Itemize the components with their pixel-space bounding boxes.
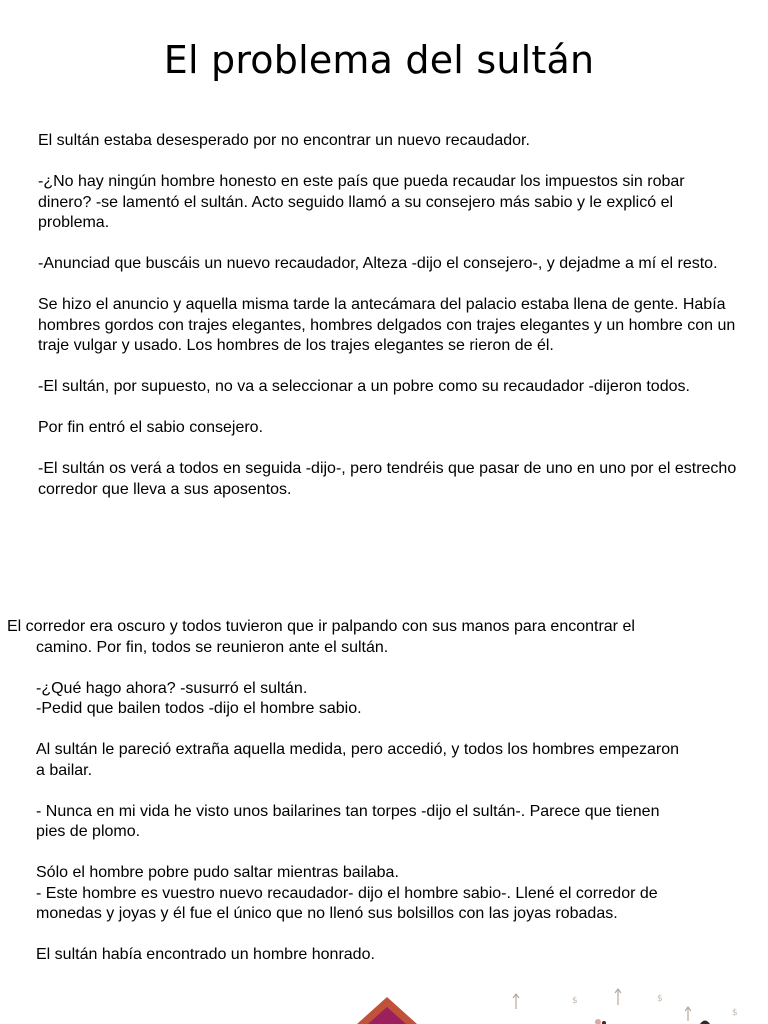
paragraph bbox=[36, 863, 686, 925]
paragraph: Se hizo el anuncio y aquella misma tarde la antecámara del palacio estaba llena de gente. Había hombres gordos con trajes elegantes, hombres delgados con trajes elegantes y un hombre con un traje vulgar y usado. Los hombres de los trajes elegantes se rieron de él. bbox=[38, 296, 736, 354]
arrow-icon bbox=[513, 994, 519, 1009]
arrow-icon bbox=[615, 989, 621, 1005]
page-title: El problema del sultán bbox=[163, 38, 595, 82]
paragraph: El sultán había encontrado un hombre honrado. bbox=[36, 946, 375, 963]
dialogue-line: -Pedid que bailen todos -dijo el hombre sabio. bbox=[36, 700, 362, 717]
paragraph: -El sultán, por supuesto, no va a seleccionar a un pobre como su recaudador -dijeron todos. bbox=[38, 378, 690, 395]
arrow-icon bbox=[685, 1007, 691, 1021]
dialogue-paragraph bbox=[36, 679, 686, 720]
paragraph: El corredor era oscuro y todos tuvieron que ir palpando con sus manos para encontrar el camino. Por fin, todos se reunieron ante el sultán. bbox=[7, 618, 635, 656]
paragraph: Por fin entró el sabio consejero. bbox=[38, 419, 264, 436]
story-part-2 bbox=[7, 617, 686, 966]
decorative-illustration bbox=[0, 975, 768, 1024]
coin-icon: $ bbox=[732, 1008, 738, 1018]
paragraph: -Anunciad que buscáis un nuevo recaudador, Alteza -dijo el consejero-, y dejadme a mí el resto. bbox=[38, 255, 718, 272]
paragraph: -¿No hay ningún hombre honesto en este país que pueda recaudar los impuestos sin robar dinero? -se lamentó el sultán. Acto seguido llamó a su consejero más sabio y le explicó el problema. bbox=[38, 173, 685, 231]
paragraph: Al sultán le pareció extraña aquella medida, pero accedió, y todos los hombres empezaron a bailar. bbox=[36, 741, 680, 779]
story-part-1 bbox=[38, 131, 738, 500]
paragraph: -El sultán os verá a todos en seguida -dijo-, pero tendréis que pasar de uno en uno por el estrecho corredor que lleva a sus aposentos. bbox=[38, 460, 737, 498]
dialogue-line: -¿Qué hago ahora? -susurró el sultán. bbox=[36, 679, 308, 697]
paragraph: El sultán estaba desesperado por no encontrar un nuevo recaudador. bbox=[38, 132, 530, 149]
paragraph-line: Sólo el hombre pobre pudo saltar mientras bailaba. bbox=[36, 864, 399, 881]
figure-fragment-icon bbox=[595, 1019, 710, 1024]
paragraph: - Nunca en mi vida he visto unos bailarines tan torpes -dijo el sultán-. Parece que tienen pies de plomo. bbox=[36, 802, 660, 840]
paragraph-line: - Este hombre es vuestro nuevo recaudador- dijo el hombre sabio-. Llené el corredor de monedas y joyas y él fue el único que no llenó sus bolsillos con las joyas robadas. bbox=[36, 884, 658, 922]
frame-ornament-icon bbox=[357, 997, 417, 1024]
coin-icon: $ bbox=[657, 994, 663, 1004]
coin-icon: $ bbox=[572, 996, 578, 1006]
